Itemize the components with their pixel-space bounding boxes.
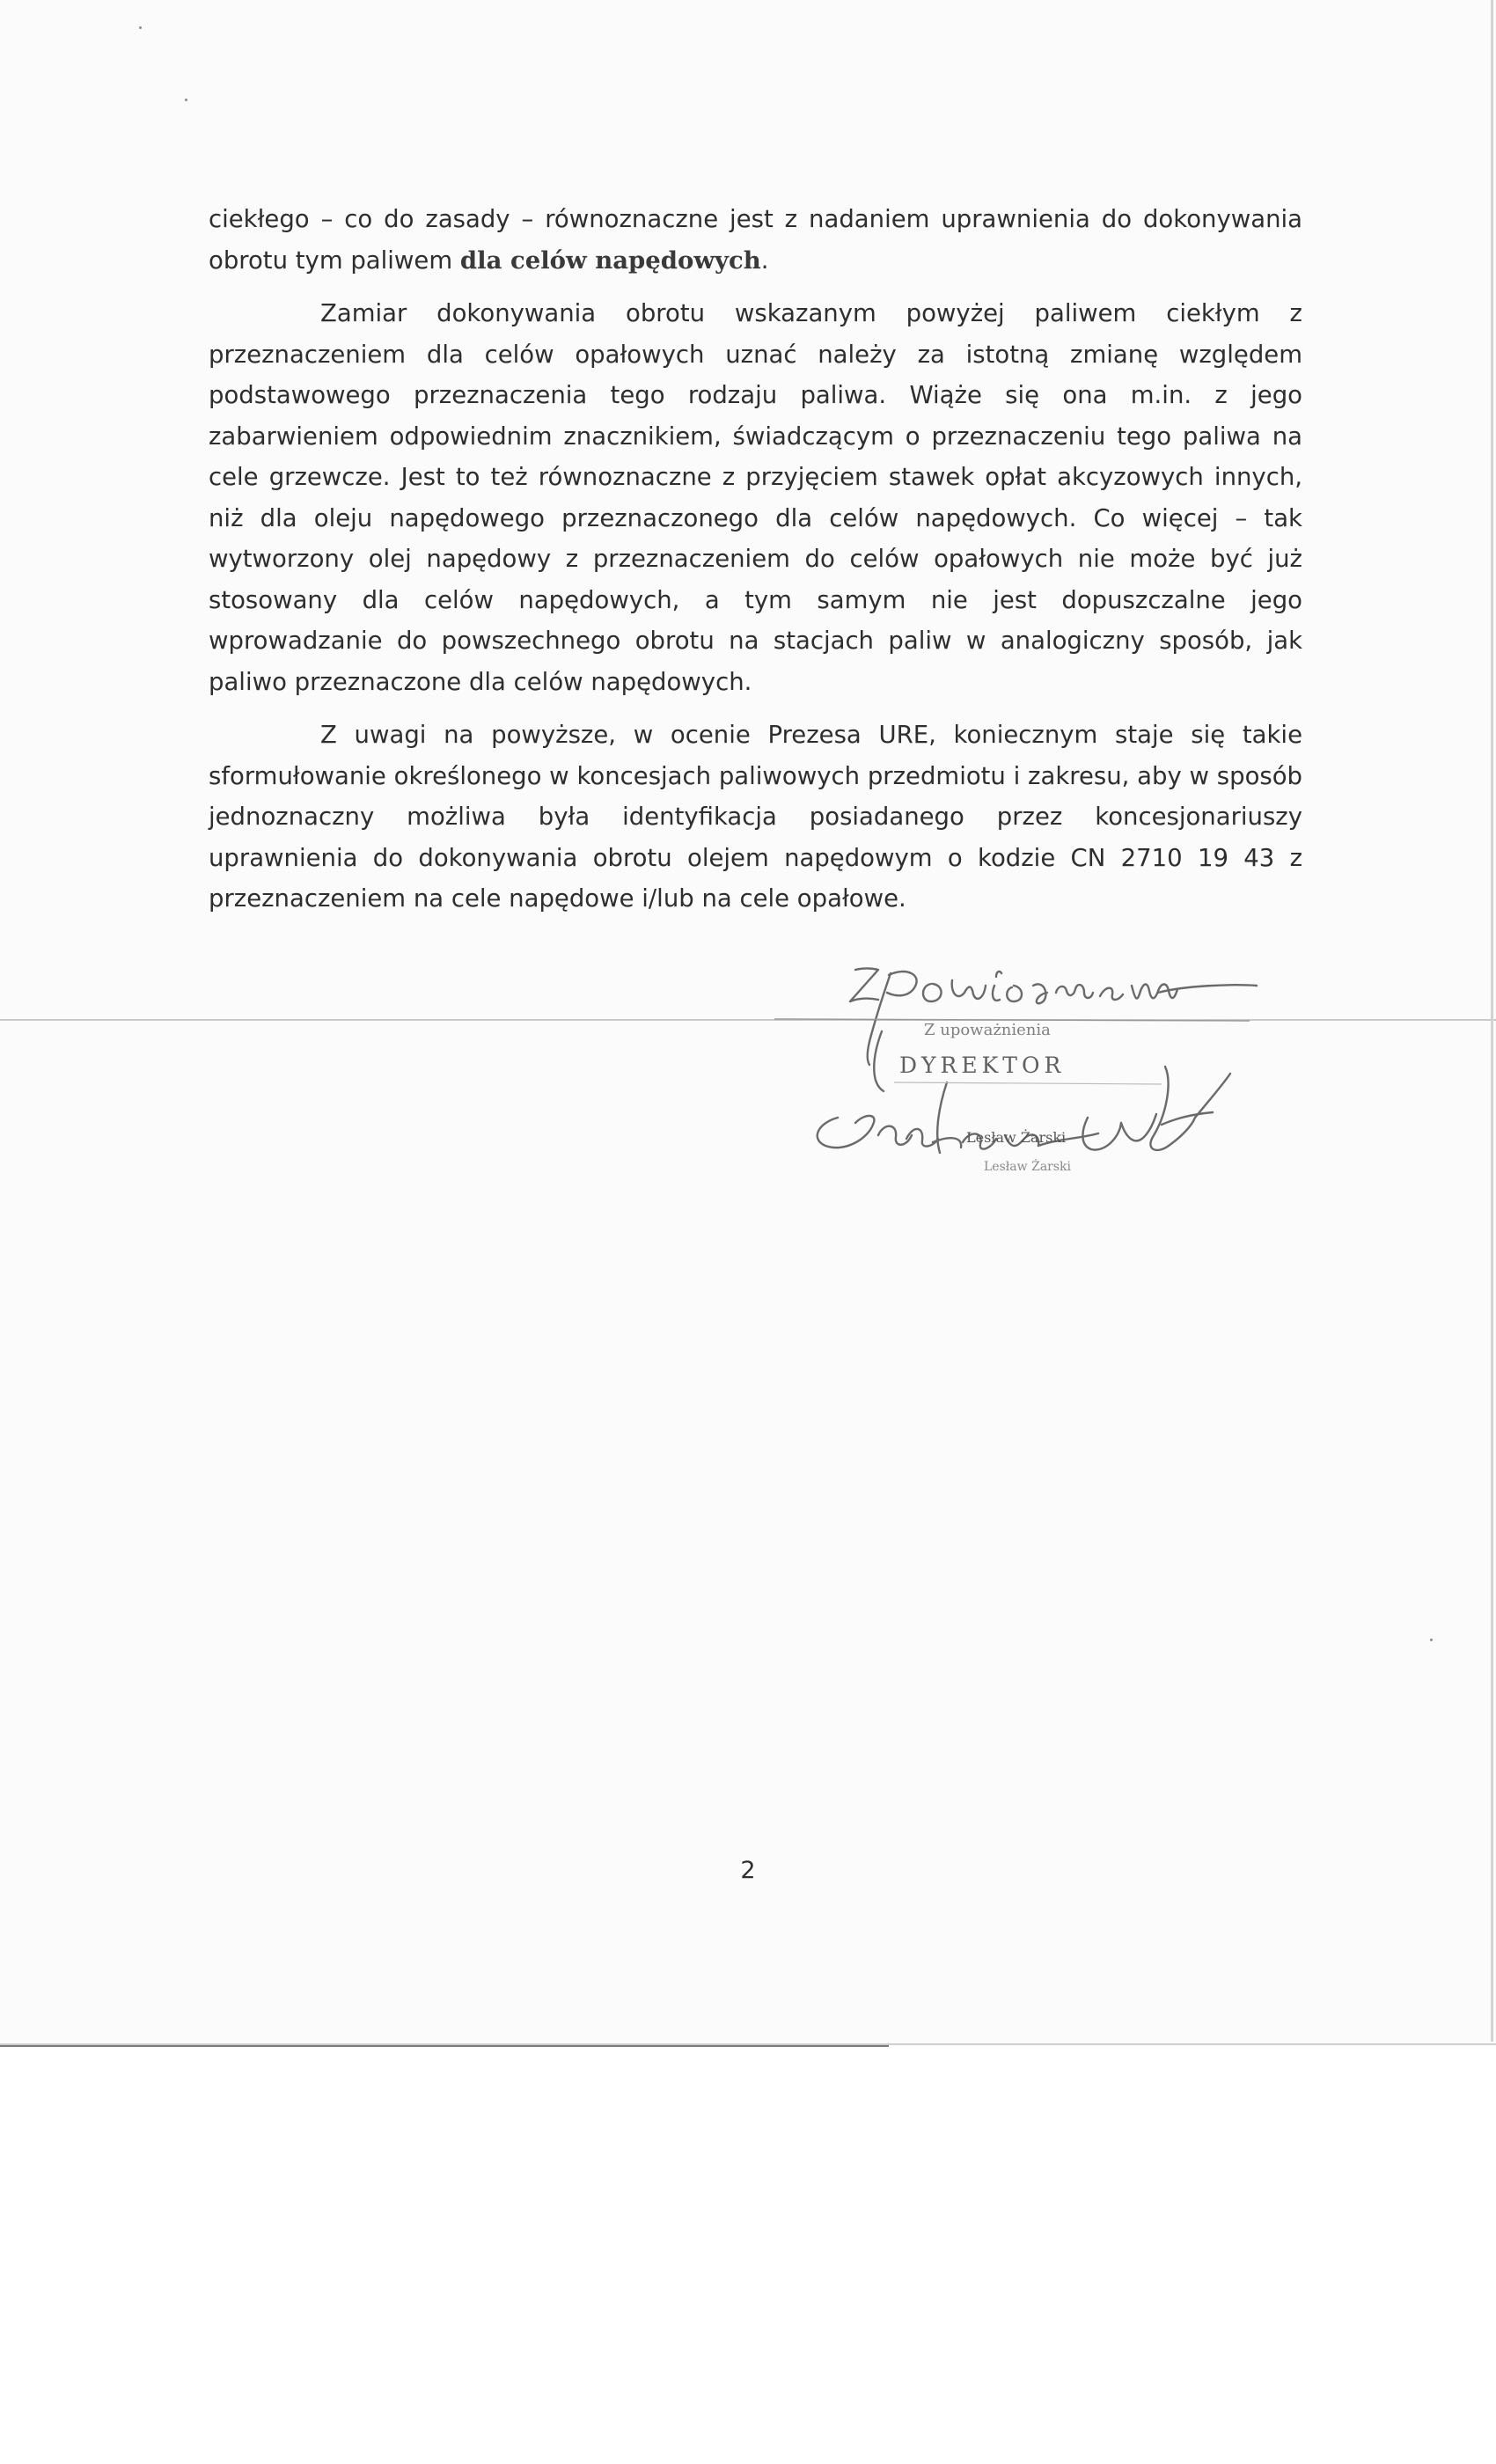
paragraph-1-emphasis: dla celów napędowych: [459, 246, 761, 275]
scan-fold-line: [0, 1019, 1496, 1021]
paragraph-1-text: ciekłego – co do zasady – równoznaczne jest z nadaniem uprawnienia do dokonywania obrotu tym paliwem: [209, 205, 1302, 275]
signature-authority-text: Z upoważnienia: [924, 1021, 1051, 1039]
scan-edge-right: [1491, 0, 1493, 2042]
scan-speck: [139, 26, 142, 29]
stamp-name: Lesław Żarski: [966, 1129, 1067, 1146]
scan-speck: [185, 99, 187, 101]
signature-handwritten-name: Lesław Żarski: [984, 1160, 1071, 1174]
signature-block: [774, 950, 1267, 1179]
scan-speck: [1430, 1639, 1433, 1641]
paragraph-1-end: .: [760, 246, 769, 275]
scan-edge-shadow: [0, 2045, 889, 2047]
document-body: [209, 199, 1302, 920]
stamp-title: DYREKTOR: [899, 1052, 1066, 1078]
paragraph-3: Z uwagi na powyższe, w ocenie Prezesa URE, koniecznym staje się takie sformułowanie określonego w koncesjach paliwowych przedmiotu i zakresu, aby w sposób jednoznaczny możliwa była identyfikacja posiadanego przez koncesjonariuszy uprawnienia do dokonywania obrotu olejem napędowym o kodzie CN 2710 19 43 z przeznaczeniem na cele napędowe i/lub na cele opałowe.: [209, 721, 1302, 913]
paragraph-1: [209, 199, 1302, 281]
page-number: 2: [740, 1857, 756, 1884]
paragraph-2: Zamiar dokonywania obrotu wskazanym powyżej paliwem ciekłym z przeznaczeniem dla celów opałowych uznać należy za istotną zmianę względem podstawowego przeznaczenia tego rodzaju paliwa. Wiąże się ona m.in. z jego zabarwieniem odpowiednim znacznikiem, świadczącym o przeznaczeniu tego paliwa na cele grzewcze. Jest to też równoznaczne z przyjęciem stawek opłat akcyzowych innych, niż dla oleju napędowego przeznaczonego dla celów napędowych. Co więcej – tak wytworzony olej napędowy z przeznaczeniem do celów opałowych nie może być już stosowany dla celów napędowych, a tym samym nie jest dopuszczalne jego wprowadzanie do powszechnego obrotu na stacjach paliw w analogiczny sposób, jak paliwo przeznaczone dla celów napędowych.: [209, 299, 1302, 696]
